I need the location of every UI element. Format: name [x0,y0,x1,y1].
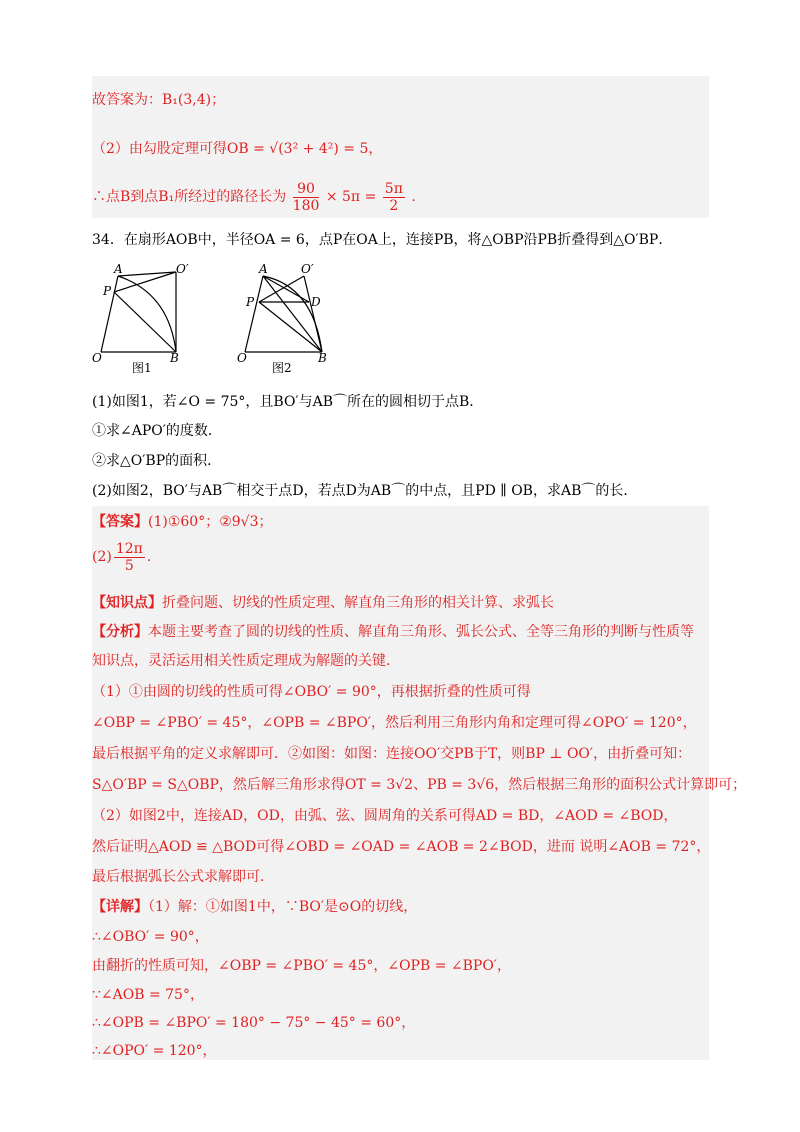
detail-line6: ∴∠OPO′ = 120°， [92,1043,217,1059]
analysis-line9: 最后根据弧长公式求解即可． [92,869,274,885]
answer-line2 [92,540,151,574]
label-O1: O′ [301,262,314,276]
question-1: (1)如图1，若∠O = 75°，且BO′与AB⌒所在的圆相切于点B． [92,394,484,410]
fraction-denominator: 180 [292,197,320,214]
label-P: P [103,284,112,298]
knowledge-text: 折叠问题、切线的性质定理、解直角三角形的相关计算、求弧长 [162,595,554,611]
analysis-line2: 知识点，灵活运用相关性质定理成为解题的关键． [92,653,400,669]
label-O: O [237,351,247,365]
label-A: A [114,262,123,276]
fraction-numerator: 5π [384,180,403,197]
segment-PB [114,292,176,352]
prev-answer-line3-mid: × 5π = [325,189,377,205]
detail-line5: ∴∠OPB = ∠BPO′ = 180° − 75° − 45° = 60°， [92,1015,416,1031]
analysis-line4: ∠OBP = ∠PBO′ = 45°，∠OPB = ∠BPO′，然后利用三角形内角和定理可得∠OPO′ = 120°， [92,715,697,731]
analysis-line6: S△O′BP = S△OBP，然后解三角形求得OT = 3√2、PB = 3√6，然后根据三角形的面积公式计算即可； [92,777,747,793]
segment-OA [245,276,263,352]
detail-tag: 【详解】 [92,899,148,915]
analysis-line8: 然后证明△AOD ≌ △BOD可得∠OBD = ∠OAD = ∠AOB = 2∠BOD，进而 说明∠AOB = 72°， [92,839,711,855]
answer-part2-prefix: (2) [92,549,112,565]
fraction-90-180 [293,181,320,214]
analysis-line5: 最后根据平角的定义求解即可．②如图：如图：连接OO′交PB于T，则BP ⊥ OO′，由折叠可知： [92,746,692,762]
analysis-line3: （1）①由圆的切线的性质可得∠OBO′ = 90°，再根据折叠的性质可得 [92,684,531,700]
analysis-line7: （2）如图2中，连接AD，OD，由弧、弦、圆周角的关系可得AD = BD，∠AOD = ∠BOD， [92,808,678,824]
prev-answer-line2: （2）由勾股定理可得OB = √(3² + 4²) = 5， [92,141,383,157]
label-P: P [246,295,255,309]
label-B: B [318,351,327,365]
detail-line3: 由翻折的性质可知，∠OBP = ∠PBO′ = 45°，∠OPB = ∠BPO′， [92,958,511,974]
fraction-numerator: 12π [115,540,143,557]
fraction-denominator: 2 [389,197,399,214]
fraction-numerator: 90 [293,181,320,198]
answer-part2-suffix: . [146,549,152,565]
detail-line1 [92,897,417,917]
fraction-12pi-5 [114,541,145,574]
prev-answer-line3 [92,180,416,214]
figure-2-caption: 图2 [272,361,292,375]
analysis-tag: 【分析】 [92,624,148,640]
figure-1 [90,262,200,382]
fraction-5pi-2 [383,181,405,214]
label-B: B [170,351,179,365]
figure-1-caption: 图1 [132,361,152,375]
label-O: O [92,351,102,365]
analysis-line1 [92,622,694,642]
answer-part1: (1)①60°；②9√3； [148,514,273,530]
knowledge-tag: 【知识点】 [92,595,162,611]
detail-line4: ∵∠AOB = 75°， [92,987,204,1003]
label-A: A [259,262,268,276]
fraction-denominator: 5 [124,557,134,574]
answer-tag: 【答案】 [92,514,148,530]
knowledge-line [92,593,554,613]
question-1a: ①求∠APO′的度数． [92,423,222,439]
label-D: D [311,295,321,309]
detail-text-1: （1）解：①如图1中，∵BO′是⊙O的切线， [148,899,418,915]
answer-line1 [92,512,272,532]
question-1b: ②求△O′BP的面积． [92,453,222,469]
label-O1: O′ [176,262,189,276]
prev-answer-line1: 故答案为：B₁(3,4)； [92,92,226,108]
problem-statement: 34．在扇形AOB中，半径OA = 6，点P在OA上，连接PB，将△OBP沿PB折叠得到△O′BP． [92,232,673,248]
prev-answer-line3-prefix: ∴点B到点B₁所经过的路径长为 [92,189,287,205]
analysis-text-1: 本题主要考查了圆的切线的性质、解直角三角形、弧长公式、全等三角形的判断与性质等 [148,624,694,640]
question-2: (2)如图2，BO′与AB⌒相交于点D，若点D为AB⌒的中点，且PD ∥ OB，求AB⌒的长． [92,483,638,499]
prev-answer-line3-suffix: . [411,189,416,205]
detail-line2: ∴∠OBO′ = 90°， [92,929,209,945]
segment-PO1 [114,272,176,292]
figure-2 [235,262,345,382]
segment-AD [263,276,309,302]
